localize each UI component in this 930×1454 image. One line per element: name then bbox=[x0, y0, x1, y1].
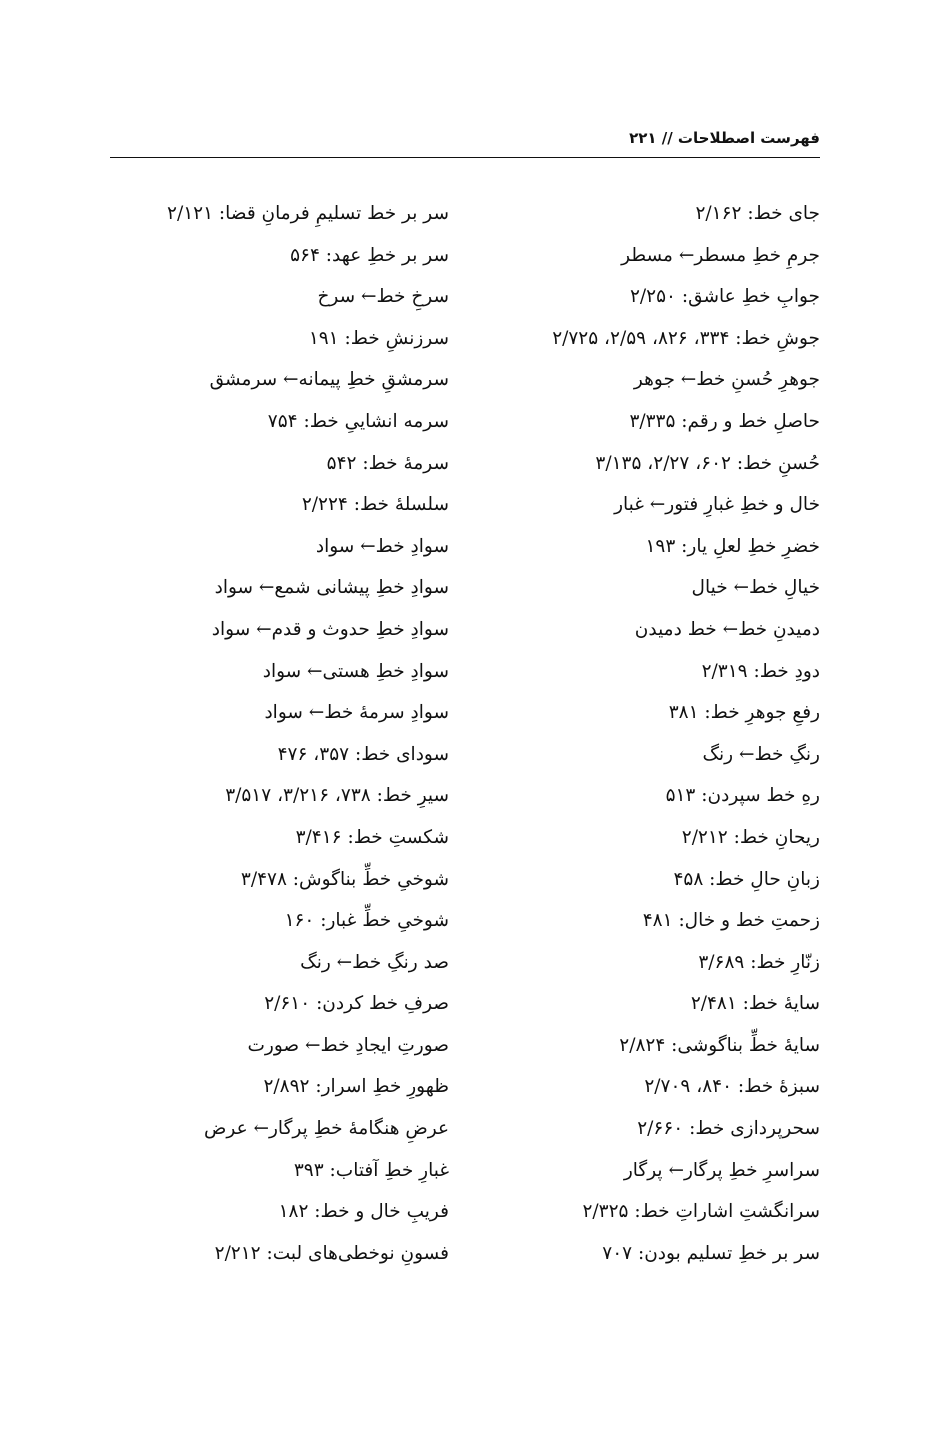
index-column-right bbox=[490, 193, 820, 1274]
index-entry: رنگِ خط← رنگ bbox=[702, 743, 820, 765]
index-entry: سودای خط: ۳۵۷، ۴۷۶ bbox=[277, 743, 449, 765]
index-entry: سایهٔ خط: ۲/۴۸۱ bbox=[690, 993, 820, 1015]
index-entry: شوخیِ خطِّ غبار: ۱۶۰ bbox=[284, 910, 449, 932]
index-entry: سرمه انشاییِ خط: ۷۵۴ bbox=[267, 410, 449, 432]
index-entry: دودِ خط: ۲/۳۱۹ bbox=[701, 660, 820, 682]
index-entry: صد رنگِ خط← رنگ bbox=[300, 951, 449, 973]
index-entry: سایهٔ خطِّ بناگوشی: ۲/۸۲۴ bbox=[619, 1034, 820, 1056]
index-entry: ظهورِ خطِ اسرار: ۲/۸۹۲ bbox=[263, 1076, 449, 1098]
index-entry: سلسلهٔ خط: ۲/۲۲۴ bbox=[301, 494, 449, 516]
index-entry: عرضِ هنگامهٔ خطِ پرگار← عرض bbox=[204, 1118, 449, 1140]
index-entry: فریبِ خال و خط: ۱۸۲ bbox=[278, 1201, 449, 1223]
index-entry: سرانگشتِ اشاراتِ خط: ۲/۳۲۵ bbox=[582, 1201, 820, 1223]
index-entry: رهِ خط سپردن: ۵۱۳ bbox=[665, 785, 820, 807]
index-entry: جوابِ خطِ عاشق: ۲/۲۵۰ bbox=[629, 286, 820, 308]
index-entry: سر بر خطِ عهد: ۵۶۴ bbox=[290, 244, 449, 266]
index-entry: خال و خطِ غبارِ فتور← غبار bbox=[614, 494, 820, 516]
index-entry: سوادِ خط← سواد bbox=[315, 535, 449, 557]
index-entry: سرخِ خط← سرخ bbox=[317, 286, 449, 308]
index-entry: سرمهٔ خط: ۵۴۲ bbox=[326, 452, 449, 474]
index-entry: خضرِ خطِ لعلِ یار: ۱۹۳ bbox=[645, 535, 820, 557]
index-entry: دمیدنِ خط← خط دمیدن bbox=[634, 618, 820, 640]
index-entry: سر بر خط تسلیمِ فرمانِ قضا: ۲/۱۲۱ bbox=[167, 203, 449, 224]
index-entry: فسونِ نوخطی‌های لبت: ۲/۲۱۲ bbox=[214, 1242, 449, 1264]
index-entry: سرمشقِ خطِ پیمانه← سرمشق bbox=[209, 369, 449, 391]
page-header: فهرست اصطلاحات // ۲۲۱ bbox=[629, 129, 820, 147]
index-column-left bbox=[104, 193, 449, 1274]
index-entry: سوادِ خطِ حدوث و قدم← سواد bbox=[211, 618, 449, 640]
index-entry: حاصلِ خط و رقم: ۳/۳۳۵ bbox=[629, 410, 820, 432]
index-entry: سراسرِ خطِ پرگار← پرگار bbox=[623, 1159, 820, 1181]
index-entry: جرمِ خطِ مسطر← مسطر bbox=[621, 244, 820, 266]
index-entry: شوخیِ خطِّ بناگوش: ۳/۴۷۸ bbox=[240, 868, 449, 890]
index-entry: حُسنِ خط: ۶۰۲، ۲/۲۷، ۳/۱۳۵ bbox=[595, 452, 820, 474]
index-entry: شکستِ خط: ۳/۴۱۶ bbox=[295, 826, 449, 848]
index-entry: جای خط: ۲/۱۶۲ bbox=[695, 203, 820, 224]
index-entry: زنّارِ خط: ۳/۶۸۹ bbox=[698, 951, 820, 973]
index-entry: صرفِ خط کردن: ۲/۶۱۰ bbox=[264, 993, 449, 1015]
index-entry: ریحانِ خط: ۲/۲۱۲ bbox=[681, 826, 820, 848]
index-entry: غبارِ خطِ آفتاب: ۳۹۳ bbox=[293, 1159, 449, 1181]
index-entry: زحمتِ خط و خال: ۴۸۱ bbox=[642, 910, 820, 932]
index-entry: سوادِ خطِ هستی← سواد bbox=[262, 660, 449, 682]
index-entry: سبزهٔ خط: ۸۴۰، ۲/۷۰۹ bbox=[644, 1076, 820, 1098]
index-entry: سوادِ سرمهٔ خط← سواد bbox=[264, 702, 449, 724]
index-entry: جوهرِ حُسنِ خط← جوهر bbox=[633, 369, 820, 391]
index-entry: رفعِ جوهرِ خط: ۳۸۱ bbox=[668, 702, 820, 724]
index-entry: جوشِ خط: ۳۳۴، ۸۲۶، ۲/۵۹، ۲/۷۲۵ bbox=[552, 327, 820, 349]
index-entry: سحرپردازی خط: ۲/۶۶۰ bbox=[637, 1118, 820, 1140]
index-entry: سرزنشِ خط: ۱۹۱ bbox=[308, 327, 449, 349]
index-entry: صورتِ ایجادِ خط← صورت bbox=[247, 1034, 449, 1056]
index-entry: سوادِ خطِ پیشانی شمع← سواد bbox=[214, 577, 449, 599]
index-entry: سیرِ خط: ۷۳۸، ۳/۲۱۶، ۳/۵۱۷ bbox=[225, 785, 449, 807]
header-divider bbox=[110, 157, 820, 158]
index-entry: خیالِ خط← خیال bbox=[691, 577, 820, 599]
index-entry: زبانِ حالِ خط: ۴۵۸ bbox=[673, 868, 820, 890]
index-entry: سر بر خطِ تسلیم بودن: ۷۰۷ bbox=[602, 1242, 820, 1264]
